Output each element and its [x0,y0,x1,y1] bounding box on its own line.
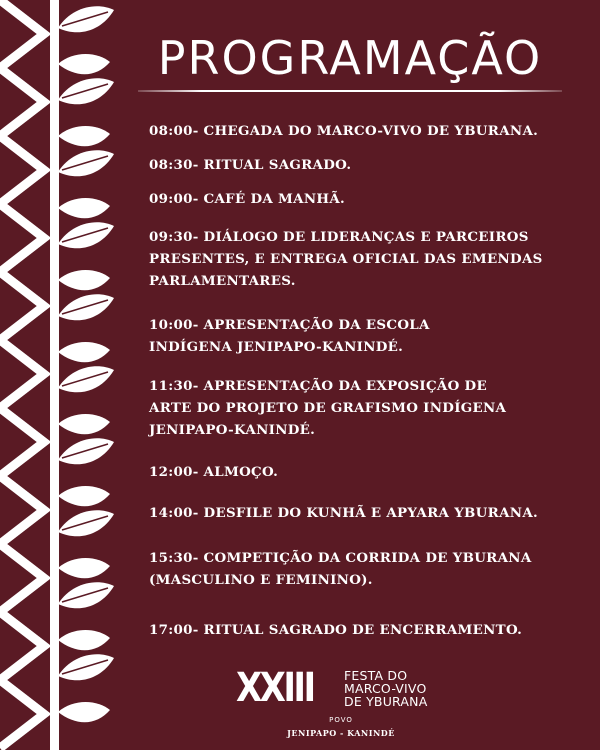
schedule-time: 10:00- [149,317,199,333]
schedule-time: 11:30- [149,378,199,394]
schedule-time: 12:00- [149,464,199,480]
schedule-time: 09:30- [149,229,199,245]
schedule-text: CHEGADA DO MARCO-VIVO DE YBURANA. [198,123,539,139]
schedule-text: COMPETIÇÃO DA CORRIDA DE YBURANA (MASCULINO E FEMININO). [149,550,532,588]
schedule-time: 14:00- [149,505,199,521]
schedule-text: ALMOÇO. [198,464,279,480]
logo-line-2: MARCO-VIVO [344,681,427,696]
title-divider [138,90,562,92]
schedule-text: DESFILE DO KUNHÃ E APYARA YBURANA. [198,505,538,521]
logo-event-name [344,669,428,708]
schedule-text: DIÁLOGO DE LIDERANÇAS E PARCEIROS PRESENTES, E ENTREGA OFICIAL DAS EMENDAS PARLAMENTARES. [149,229,543,289]
schedule-item [149,547,549,591]
schedule-text: RITUAL SAGRADO. [198,157,352,173]
schedule-item [149,188,569,210]
schedule-item [149,461,569,483]
logo-numeral: XXIII [236,665,314,711]
leaf-vine-border-icon [0,0,118,750]
schedule-time: 17:00- [149,622,199,638]
schedule-item [149,314,449,358]
schedule-text: APRESENTAÇÃO DA EXPOSIÇÃO DE ARTE DO PROJETO DE GRAFISMO INDÍGENA JENIPAPO-KANINDÉ. [149,378,507,438]
page-title: PROGRAMAÇÃO [157,31,543,85]
logo-line-3: DE YBURANA [344,694,428,709]
schedule-text: APRESENTAÇÃO DA ESCOLA INDÍGENA JENIPAPO-KANINDÉ. [149,317,430,355]
schedule-time: 08:30- [149,157,199,173]
logo-povo-label: POVO [329,716,353,724]
schedule-item [149,502,569,524]
schedule-time: 15:30- [149,550,199,566]
schedule-item [149,619,569,641]
schedule-item [149,375,529,441]
schedule-text: CAFÉ DA MANHÃ. [198,191,345,207]
event-logo [236,666,446,746]
schedule-time: 09:00- [149,191,199,207]
schedule-item [149,154,569,176]
schedule-time: 08:00- [149,123,199,139]
schedule-item [149,120,569,142]
logo-people-name: JENIPAPO - KANINDÉ [287,728,395,738]
logo-line-1: FESTA DO [344,668,408,683]
schedule-text: RITUAL SAGRADO DE ENCERRAMENTO. [198,622,523,638]
schedule-item [149,226,559,292]
